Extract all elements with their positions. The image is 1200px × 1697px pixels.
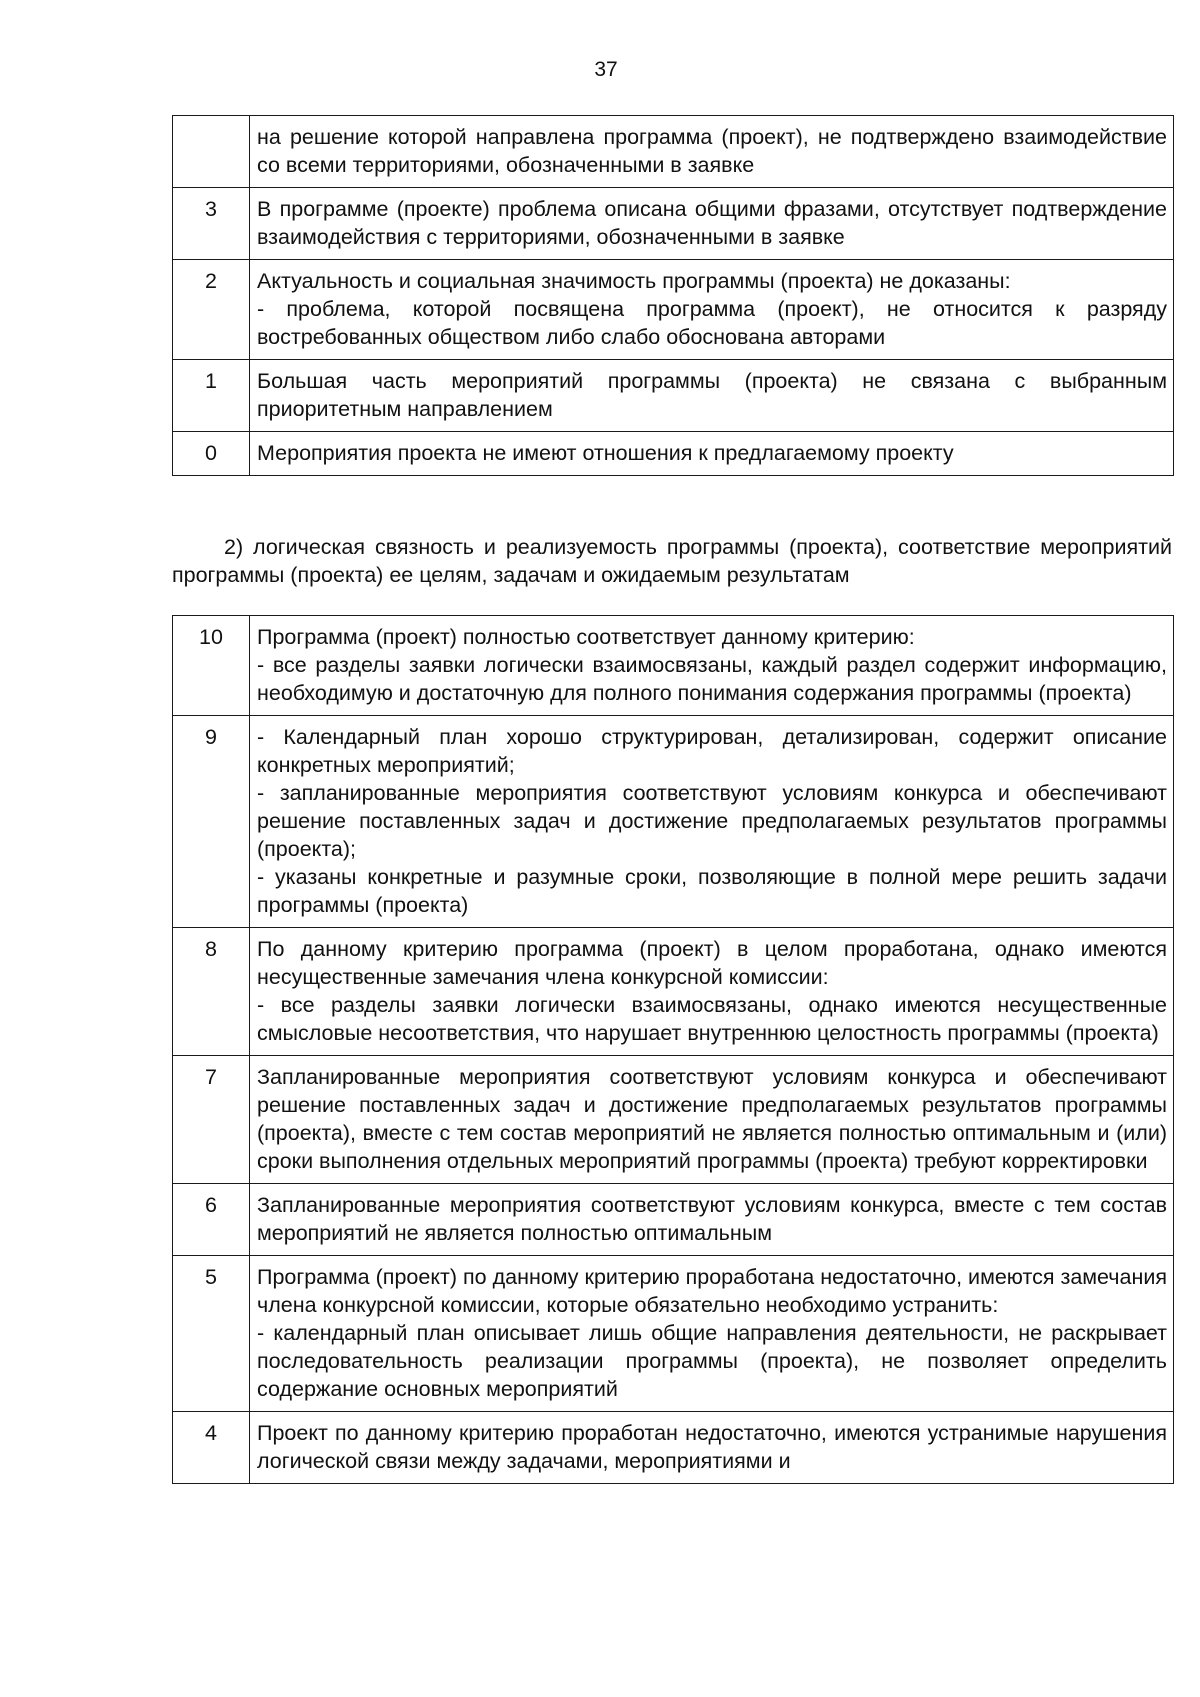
score-cell: 9 [173, 716, 250, 928]
description-line: Запланированные мероприятия соответствуют условиям конкурса и обеспечивают решение поставленных задач и достижение предполагаемых результатов программы (проекта), вместе с тем состав мероприятий не является полностью оптимальным и (или) сроки выполнения отдельных мероприятий программы (проекта) требуют корректировки [257, 1065, 1167, 1173]
description-line: на решение которой направлена программа (проект), не подтверждено взаимодействие со всеми территориями, обозначенными в заявке [257, 125, 1167, 177]
description-cell [250, 1412, 1174, 1484]
description-cell [250, 1056, 1174, 1184]
table-row [173, 1184, 1174, 1256]
table-row [173, 360, 1174, 432]
score-cell [173, 116, 250, 188]
page-number: 37 [594, 58, 618, 81]
description-line: Большая часть мероприятий программы (проекта) не связана с выбранным приоритетным направлением [257, 369, 1167, 421]
score-cell: 4 [173, 1412, 250, 1484]
description-line: Проект по данному критерию проработан недостаточно, имеются устранимые нарушения логической связи между задачами, мероприятиями и [257, 1421, 1167, 1473]
score-cell: 0 [173, 432, 250, 476]
description-line: - проблема, которой посвящена программа (проект), не относится к разряду востребованных обществом либо слабо обоснована авторами [257, 297, 1167, 349]
description-line: - календарный план описывает лишь общие направления деятельности, не раскрывает последовательность реализации программы (проекта), не позволяет определить содержание основных мероприятий [257, 1321, 1167, 1401]
description-line: - все разделы заявки логически взаимосвязаны, каждый раздел содержит информацию, необходимую и достаточную для полного понимания содержания программы (проекта) [257, 653, 1167, 705]
criteria-table-body [173, 116, 1174, 476]
table-row [173, 188, 1174, 260]
score-cell: 8 [173, 928, 250, 1056]
score-cell: 7 [173, 1056, 250, 1184]
score-cell: 2 [173, 260, 250, 360]
description-cell [250, 1256, 1174, 1412]
description-cell [250, 260, 1174, 360]
table-row [173, 716, 1174, 928]
description-cell [250, 360, 1174, 432]
description-cell [250, 1184, 1174, 1256]
table-row [173, 1412, 1174, 1484]
table-row [173, 1256, 1174, 1412]
score-cell: 1 [173, 360, 250, 432]
score-cell: 3 [173, 188, 250, 260]
score-cell: 10 [173, 616, 250, 716]
description-cell [250, 928, 1174, 1056]
criteria-table-body [173, 616, 1174, 1484]
description-line: - все разделы заявки логически взаимосвязаны, однако имеются несущественные смысловые несоответствия, что нарушает внутреннюю целостность программы (проекта) [257, 993, 1167, 1045]
description-line: По данному критерию программа (проект) в целом проработана, однако имеются несущественные замечания члена конкурсной комиссии: [257, 937, 1167, 989]
table-row [173, 928, 1174, 1056]
criteria-table-logic [172, 615, 1174, 1484]
score-cell: 5 [173, 1256, 250, 1412]
table-row [173, 616, 1174, 716]
description-cell [250, 432, 1174, 476]
description-cell [250, 188, 1174, 260]
table-row [173, 116, 1174, 188]
description-line: В программе (проекте) проблема описана общими фразами, отсутствует подтверждение взаимодействия с территориями, обозначенными в заявке [257, 197, 1167, 249]
description-line: - Календарный план хорошо структурирован, детализирован, содержит описание конкретных мероприятий; [257, 725, 1167, 777]
description-cell [250, 616, 1174, 716]
table-row [173, 432, 1174, 476]
criteria-table-relevance [172, 115, 1174, 476]
description-line: Программа (проект) по данному критерию проработана недостаточно, имеются замечания члена конкурсной комиссии, которые обязательно необходимо устранить: [257, 1265, 1167, 1317]
score-cell: 6 [173, 1184, 250, 1256]
table-row [173, 1056, 1174, 1184]
description-line: - запланированные мероприятия соответствуют условиям конкурса и обеспечивают решение поставленных задач и достижение предполагаемых результатов программы (проекта); [257, 781, 1167, 861]
description-line: - указаны конкретные и разумные сроки, позволяющие в полной мере решить задачи программы (проекта) [257, 865, 1167, 917]
description-cell [250, 116, 1174, 188]
criterion-heading: 2) логическая связность и реализуемость программы (проекта), соответствие мероприятий программы (проекта) ее целям, задачам и ожидаемым результатам [172, 535, 1172, 587]
description-line: Программа (проект) полностью соответствует данному критерию: [257, 625, 915, 649]
description-line: Актуальность и социальная значимость программы (проекта) не доказаны: [257, 269, 1011, 293]
description-line: Запланированные мероприятия соответствуют условиям конкурса, вместе с тем состав мероприятий не является полностью оптимальным [257, 1193, 1167, 1245]
description-cell [250, 716, 1174, 928]
table-row [173, 260, 1174, 360]
description-line: Мероприятия проекта не имеют отношения к предлагаемому проекту [257, 441, 954, 465]
